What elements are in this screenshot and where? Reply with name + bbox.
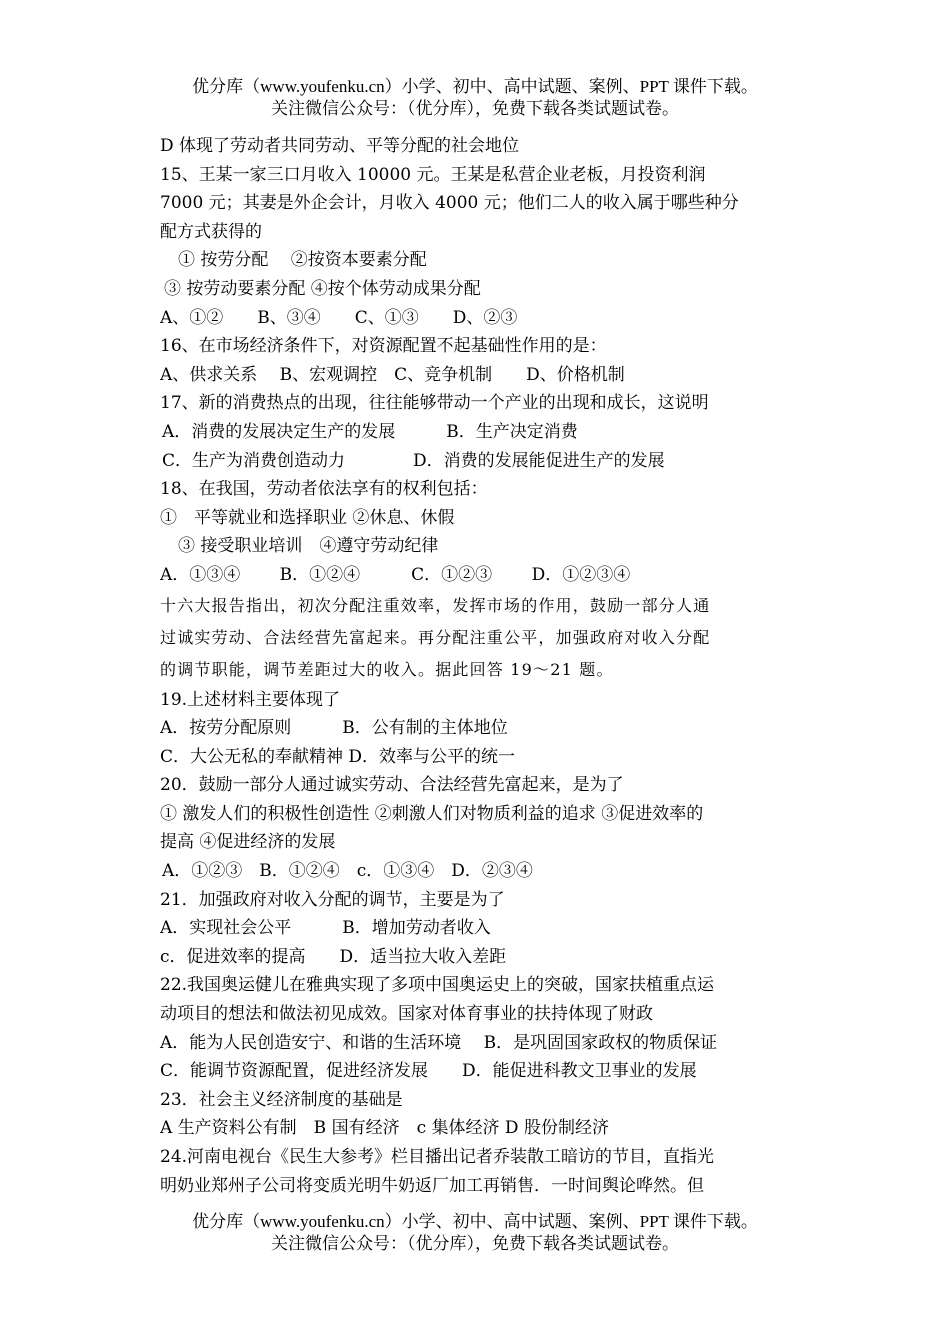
answer-choices: C．生产为消费创造动力 D．消费的发展能促进生产的发展 <box>162 450 665 471</box>
question-15: 15、王某一家三口月收入 10000 元。王某是私营企业老板，月投资利润 <box>160 164 706 185</box>
question-16: 16、在市场经济条件下，对资源配置不起基础性作用的是： <box>160 336 607 357</box>
answer-choices: A．①③④ B．①②④ C．①②③ D．①②③④ <box>160 564 631 585</box>
question-19: 19.上述材料主要体现了 <box>160 689 341 710</box>
header-line-1: 优分库（www.youfenku.cn）小学、初中、高中试题、案例、PPT 课件下载。 <box>192 77 758 96</box>
material-line: 的调节职能，调节差距过大的收入。据此回答 19～21 题。 <box>160 659 614 679</box>
answer-choices: A、①② B、③④ C、①③ D、②③ <box>160 307 518 328</box>
option-line: ① 激发人们的积极性创造性 ②刺激人们对物质利益的追求 ③促进效率的 <box>160 803 704 824</box>
question-21: 21．加强政府对收入分配的调节，主要是为了 <box>160 889 505 910</box>
header-line-2: 关注微信公众号：（优分库），免费下载各类试题试卷。 <box>271 99 679 118</box>
answer-choices: A．按劳分配原则 B．公有制的主体地位 <box>160 718 508 739</box>
option-line: ① 平等就业和选择职业 ②休息、休假 <box>160 507 455 528</box>
option-line: 提高 ④促进经济的发展 <box>160 832 336 853</box>
answer-choices: A．能为人民创造安宁、和谐的生活环境 B．是巩固国家政权的物质保证 <box>160 1032 718 1053</box>
answer-choices: A 生产资料公有制 B 国有经济 c 集体经济 D 股份制经济 <box>160 1118 609 1139</box>
footer-line-1: 优分库（www.youfenku.cn）小学、初中、高中试题、案例、PPT 课件下载。 <box>192 1212 758 1231</box>
option-line: ③ 接受职业培训 ④遵守劳动纪律 <box>178 536 439 557</box>
answer-choices: A．消费的发展决定生产的发展 B．生产决定消费 <box>162 421 578 442</box>
page-footer <box>0 1211 950 1255</box>
answer-choices: C．大公无私的奉献精神 D．效率与公平的统一 <box>160 746 516 767</box>
material-line: 过诚实劳动、合法经营先富起来。再分配注重公平，加强政府对收入分配 <box>160 627 711 647</box>
page-header <box>0 76 950 120</box>
text-line: 配方式获得的 <box>160 221 262 242</box>
text-line: 7000 元；其妻是外企会计，月收入 4000 元；他们二人的收入属于哪些种分 <box>160 193 739 214</box>
question-22: 22.我国奥运健儿在雅典实现了多项中国奥运史上的突破，国家扶植重点运 <box>160 975 715 996</box>
material-line: 十六大报告指出，初次分配注重效率，发挥市场的作用，鼓励一部分人通 <box>160 595 711 615</box>
question-24: 24.河南电视台《民生大参考》栏目播出记者乔装散工暗访的节目，直指光 <box>160 1147 715 1167</box>
text-line: 动项目的想法和做法初见成效。国家对体育事业的扶持体现了财政 <box>160 1004 653 1025</box>
document-body <box>160 132 792 1200</box>
footer-line-2: 关注微信公众号：（优分库），免费下载各类试题试卷。 <box>271 1234 679 1253</box>
reading-material <box>160 590 792 686</box>
answer-choices: c．促进效率的提高 D．适当拉大收入差距 <box>160 946 507 967</box>
answer-choices: A．①②③ B．①②④ c．①③④ D．②③④ <box>162 861 533 882</box>
question-23: 23．社会主义经济制度的基础是 <box>160 1089 403 1110</box>
answer-choices: C．能调节资源配置，促进经济发展 D．能促进科教文卫事业的发展 <box>160 1061 697 1082</box>
option-line: ③ 按劳动要素分配 ④按个体劳动成果分配 <box>164 278 481 299</box>
text-line: D 体现了劳动者共同劳动、平等分配的社会地位 <box>160 136 520 156</box>
answer-choices: A．实现社会公平 B．增加劳动者收入 <box>160 918 491 939</box>
question-18: 18、在我国，劳动者依法享有的权利包括： <box>160 479 488 500</box>
option-line: ① 按劳分配 ②按资本要素分配 <box>178 250 427 271</box>
text-line: 明奶业郑州子公司将变质光明牛奶返厂加工再销售．一时间舆论哗然。但 <box>160 1175 704 1196</box>
question-17: 17、新的消费热点的出现，往往能够带动一个产业的出现和成长，这说明 <box>160 393 709 414</box>
answer-choices: A、供求关系 B、宏观调控 C、竞争机制 D、价格机制 <box>160 364 625 385</box>
question-20: 20．鼓励一部分人通过诚实劳动、合法经营先富起来，是为了 <box>160 775 624 796</box>
